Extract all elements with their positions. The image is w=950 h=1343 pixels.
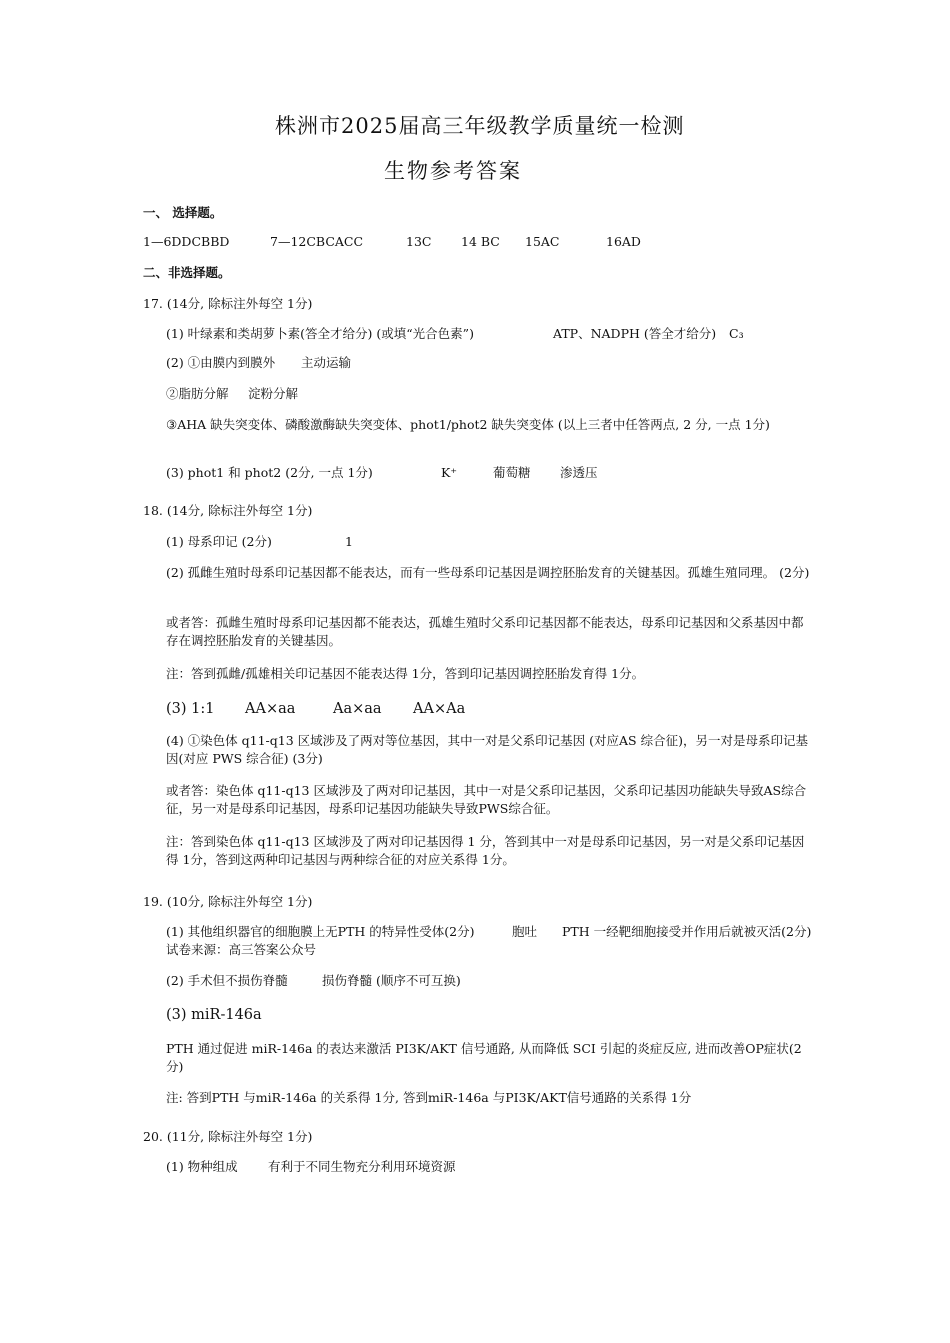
q17-p5-b: K⁺ xyxy=(441,465,457,480)
q17-p5-d: 渗透压 xyxy=(560,465,598,480)
q18-p8: 注：答到染色体 q11-q13 区域涉及了两对印记基因得 1 分，答到其中一对是母系印记基因，另一对是父系印记基因得 1分，答到这两种印记基因与两种综合征的对应关系得 1分。 xyxy=(166,834,805,867)
q17-p2-b: 主动运输 xyxy=(301,355,352,370)
q20-p1-b: 有利于不同生物充分利用环境资源 xyxy=(268,1159,456,1174)
mc-answer: 14 BC xyxy=(461,234,500,249)
q20-header: 20. (11分, 除标注外每空 1分) xyxy=(143,1129,313,1144)
q18-p6: (4) ①染色体 q11-q13 区域涉及了两对等位基因，其中一对是父系印记基因 (对应AS 综合征)，另一对是母系印记基因(对应 PWS 综合征) (3分) xyxy=(166,733,808,766)
q17-p5-a: (3) phot1 和 phot2 (2分, 一点 1分) xyxy=(166,465,373,480)
q19-p2-b: 损伤脊髓 (顺序不可互换) xyxy=(322,973,461,988)
q18-p2: (2) 孤雌生殖时母系印记基因都不能表达，而有一些母系印记基因是调控胚胎发育的关键基因。孤雄生殖同理。 (2分) xyxy=(166,565,810,580)
q18-p3: 或者答：孤雌生殖时母系印记基因都不能表达，孤雄生殖时父系印记基因都不能表达，母系印记基因和父系基因中都存在调控胚胎发育的关键基因。 xyxy=(166,615,804,648)
mc-answer: 13C xyxy=(406,234,432,249)
q18-p4: 注：答到孤雌/孤雄相关印记基因不能表达得 1分，答到印记基因调控胚胎发育得 1分。 xyxy=(166,666,645,681)
q17-p3-b: 淀粉分解 xyxy=(248,386,299,401)
q17-p4: ③AHA 缺失突变体、磷酸激酶缺失突变体、phot1/phot2 缺失突变体 (以上三者中任答两点, 2 分, 一点 1分) xyxy=(166,417,770,432)
q19-p5: 注: 答到PTH 与miR-146a 的关系得 1分, 答到miR-146a 与PI3K/AKT信号通路的关系得 1分 xyxy=(166,1090,692,1105)
q19-header: 19. (10分, 除标注外每空 1分) xyxy=(143,894,313,909)
q18-p5-b: AA×aa xyxy=(245,701,296,717)
q18-p5-d: AA×Aa xyxy=(413,701,466,717)
q19-p3: (3) miR-146a xyxy=(166,1007,262,1023)
mc-answer: 1—6DDCBBD xyxy=(143,234,230,249)
page-subtitle: 生物参考答案 xyxy=(384,159,522,183)
q17-p2-a: (2) ①由膜内到膜外 xyxy=(166,355,276,370)
q17-p1-a: (1) 叶绿素和类胡萝卜素(答全才给分) (或填“光合色素”) xyxy=(166,326,474,341)
q18-p7: 或者答：染色体 q11-q13 区域涉及了两对印记基因，其中一对是父系印记基因，父系印记基因功能缺失导致AS综合征，另一对是母系印记基因，母系印记基因功能缺失导致PWS综合征。 xyxy=(166,783,807,816)
section1-heading: 一、 选择题。 xyxy=(143,205,223,220)
mc-answer: 7—12CBCACC xyxy=(270,234,364,249)
q17-p3-a: ②脂肪分解 xyxy=(166,386,229,401)
q20-p1-a: (1) 物种组成 xyxy=(166,1159,238,1174)
q18-p5-a: (3) 1:1 xyxy=(166,701,215,717)
q19-p4: PTH 通过促进 miR-146a 的表达来激活 PI3K/AKT 信号通路, 从而降低 SCI 引起的炎症反应, 进而改善OP症状(2分) xyxy=(166,1041,802,1074)
page-title: 株洲市2025届高三年级教学质量统一检测 xyxy=(275,114,685,138)
q18-p5-c: Aa×aa xyxy=(333,701,382,717)
q18-p1-b: 1 xyxy=(345,534,353,549)
q18-p1-a: (1) 母系印记 (2分) xyxy=(166,534,272,549)
q17-p5-c: 葡萄糖 xyxy=(493,465,531,480)
q17-p1-b: ATP、NADPH (答全才给分) xyxy=(553,326,717,341)
mc-answer: 16AD xyxy=(606,234,641,249)
q18-header: 18. (14分, 除标注外每空 1分) xyxy=(143,503,313,518)
q17-p1-c: C₃ xyxy=(729,326,744,341)
q17-header: 17. (14分, 除标注外每空 1分) xyxy=(143,296,313,311)
q19-p1: (1) 其他组织器官的细胞膜上无PTH 的特异性受体(2分) 胞吐 PTH 一经靶细胞接受并作用后就被灭活(2分)试卷来源：高三答案公众号 xyxy=(166,924,812,957)
q19-p2-a: (2) 手术但不损伤脊髓 xyxy=(166,973,288,988)
section2-heading: 二、非选择题。 xyxy=(143,265,231,280)
mc-answer: 15AC xyxy=(525,234,560,249)
